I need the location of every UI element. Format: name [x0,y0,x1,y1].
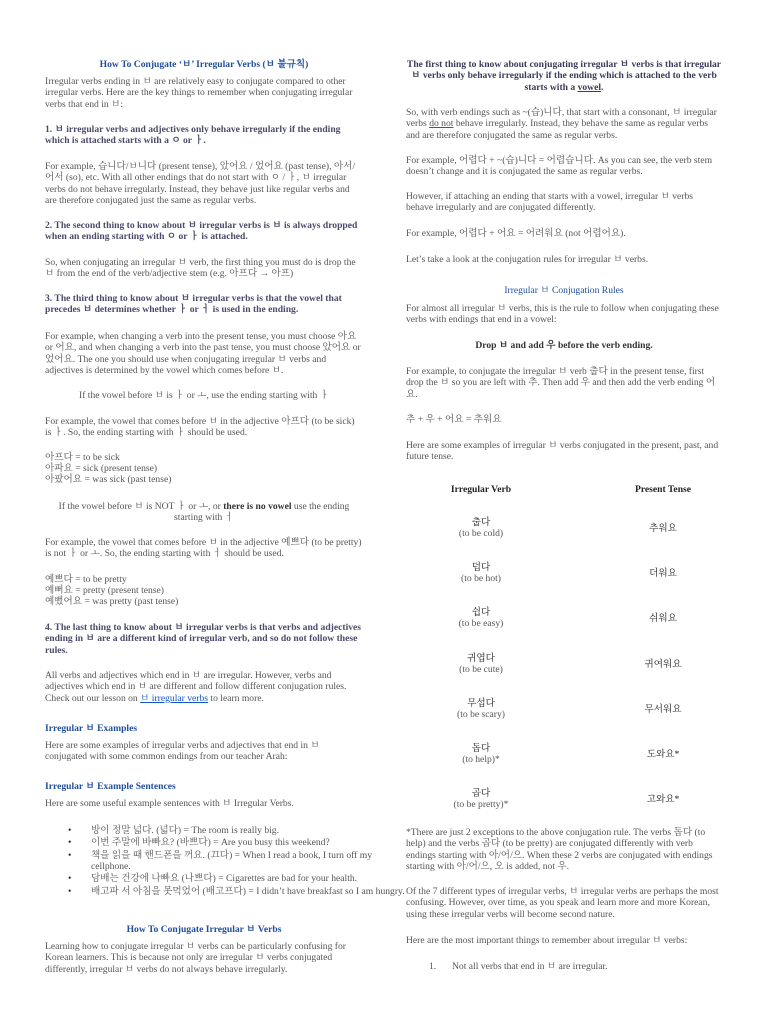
examples-heading: Irregular ㅂ Examples [45,723,138,734]
rule-b: If the vowel before ㅂ is NOT ㅏ or ㅗ, or there is no vowel use the ending starting with ㅓ [58,501,350,524]
lets-look: Let’s take a look at the conjugation rules for irregular ㅂ verbs. [406,254,649,265]
present-cell: 쉬워요 [649,613,677,624]
example-sentence-list [45,825,409,898]
list-item: • 담배는 건강에 나빠요 (나쁘다) = Cigarettes are bad for your health. [91,873,409,884]
pretty-line-1: 예쁘다 = to be pretty [45,574,127,585]
rule-example: For example, to conjugate the irregular ㅂ verb 춥다 in the present tense, first drop the ㅂ so you are left with 추. Then add 우 and then add the verb ending 어요. [406,366,716,400]
sentences-text: Here are some useful example sentences with ㅂ Irregular Verbs. [45,798,294,809]
point-4-text: All verbs and adjectives which end in ㅂ are irregular. However, verbs and adjectives which end in ㅂ are different and follow different conjugation rules. Check out our lesson on ㅂ irregular verbs to learn more. [45,670,347,704]
rule-b-example: For example, the vowel that comes before ㅂ in the adjective 예쁘다 (to be pretty) is not ㅏ or ㅗ. So, the ending starting with ㅓ should be used. [45,537,362,560]
intro-paragraph: Irregular verbs ending in ㅂ are relatively easy to conjugate compared to other irregular verbs. Here are the key things to remember when conjugating irregular verbs that end in ㅂ: [45,76,353,110]
vowel-example: For example, 어렵다 + 어요 = 어려워요 (not 어렵어요). [406,228,626,239]
list-item: • 이번 주말에 바빠요? (바쁘다) = Are you busy this weekend? [91,837,409,848]
table-row: 무섭다 (to be scary) [457,698,505,721]
sentences-heading: Irregular ㅂ Example Sentences [45,781,176,792]
point-4-heading: 4. The last thing to know about ㅂ irregular verbs is that verbs and adjectives ending in ㅂ are a different kind of irregular verb, and so do not follow these rules. [45,622,362,656]
rules-heading: Irregular ㅂ Conjugation Rules [504,285,624,296]
examples-intro: Here are some examples of irregular ㅂ verbs conjugated in the present, past, and future tense. [406,440,719,463]
most-important: Here are the most important things to remember about irregular ㅂ verbs: [406,935,688,946]
consonant-paragraph: So, with verb endings such as ~(습)니다, that start with a consonant, ㅂ irregular verbs do not behave irregularly. Instead, they behave the same as regular verbs and are therefore conjugated the same as regular verbs. [406,107,717,141]
list-item: • 방이 정말 넓다. (넓다) = The room is really big. [91,825,409,836]
pretty-line-2: 예뻐요 = pretty (present tense) [45,585,164,596]
article-title: How To Conjugate ‘ㅂ’ Irregular Verbs (ㅂ 불규칙) [99,59,309,70]
list-item: • 배고파 서 아침을 못먹었어 (배고프다) = I didn’t have breakfast so I am hungry. [91,886,409,897]
table-row: 덥다 (to be hot) [461,562,501,585]
rules-text: For almost all irregular ㅂ verbs, this is the rule to follow when conjugating these verbs with endings that end in a vowel: [406,303,719,326]
point-3-heading: 3. The third thing to know about ㅂ irregular verbs is that the vowel that precedes ㅂ determines whether ㅏ or ㅓ is used in the ending. [45,293,342,316]
table-row: 춥다 (to be cold) [458,517,504,540]
table-row: 곱다 (to be pretty)* [453,788,509,811]
rule-bold: Drop ㅂ and add 우 before the verb ending. [475,340,653,351]
point-1-heading: 1. ㅂ irregular verbs and adjectives only behave irregularly if the ending which is attached starts with a ㅇ or ㅏ. [45,124,341,147]
exceptions-note: *There are just 2 exceptions to the above conjugation rule. The verbs 돕다 (to help) and the verbs 곱다 (to be pretty) are conjugated differently with verb endings starting with 아/어/으. When these 2 verbs are conjugated with endings starting with 아/어/으, 오 is added, not 우. [406,827,713,872]
point-3-example: For example, when changing a verb into the present tense, you must choose 아요 or 어요, and when changing a verb into the past tense, you must choose 았어요 or 었어요. The one you should use when conjugating irregular ㅂ verbs and adjectives is determined by the vowel which comes before ㅂ. [45,331,361,376]
present-cell: 추워요 [649,523,677,534]
point-2-example: So, when conjugating an irregular ㅂ verb, the first thing you must do is drop the ㅂ from the end of the verb/adjective stem (e.g. 아프다 → 아프) [45,257,356,280]
table-header-verb: Irregular Verb [450,484,512,495]
formula: 추 + 우 + 어요 = 추워요 [406,414,502,425]
howto-heading: How To Conjugate Irregular ㅂ Verbs [126,924,282,935]
present-cell: 고와요* [646,794,680,805]
sick-line-3: 아팠어요 = was sick (past tense) [45,474,172,485]
vowel-attach: However, if attaching an ending that starts with a vowel, irregular ㅂ verbs behave irregularly and are conjugated differently. [406,191,694,214]
table-row: 쉽다 (to be easy) [458,607,504,630]
table-row: 귀엽다 (to be cute) [459,653,503,676]
examples-text: Here are some examples of irregular verbs and adjectives that end in ㅂ conjugated with some common endings from our teacher Arah: [45,740,320,763]
stem-example: For example, 어렵다 + ~(습)니다 = 어렵습니다. As you can see, the verb stem doesn’t change and it is conjugated the same as regular verbs. [406,155,713,178]
pretty-line-3: 예뻤어요 = was pretty (past tense) [45,596,179,607]
present-cell: 더워요 [649,568,677,579]
present-cell: 무서워요 [644,704,682,715]
list-item: • 책을 읽을 때 핸드폰을 꺼요. (끄다) = When I read a book, I turn off my cellphone. [91,850,409,873]
howto-text: Learning how to conjugate irregular ㅂ verbs can be particularly confusing for Korean learners. This is because not only are irregular ㅂ verbs conjugated differently, irregular ㅂ verbs do not always behave irregularly. [45,941,346,975]
of-seven-paragraph: Of the 7 different types of irregular verbs, ㅂ irregular verbs are perhaps the most confusing. However, over time, as you speak and learn more and more Korean, using these irregular verbs will become second nature. [406,886,719,920]
point-1-example: For example, 습니다/ㅂ니다 (present tense), 았어요 / 었어요 (past tense), 아서/어서 (so), etc. With all other endings that do not start with ㅇ / ㅏ, ㅂ irregular verbs do not behave irregularly. Instead, they behave just like regular verbs and are therefore conjugated just the same as regular verbs. [45,161,356,206]
first-thing-heading: The first thing to know about conjugating irregular ㅂ verbs is that irregular ㅂ verbs only behave irregularly if the ending which is attached to the verb starts with a vowel. [406,59,722,93]
present-cell: 도와요* [646,749,680,760]
present-cell: 귀여워요 [644,659,682,670]
point-2-heading: 2. The second thing to know about ㅂ irregular verbs is ㅂ is always dropped when an ending starting with ㅇ or ㅏ is attached. [45,220,358,243]
sick-line-1: 아프다 = to be sick [45,452,120,463]
table-row: 돕다 (to help)* [462,743,500,766]
rule-a: If the vowel before ㅂ is ㅏ or ㅗ, use the ending starting with ㅏ [79,390,329,401]
sick-line-2: 아파요 = sick (present tense) [45,463,158,474]
rule-a-example: For example, the vowel that comes before ㅂ in the adjective 아프다 (to be sick) is ㅏ. So, the ending starting with ㅏ should be used. [45,416,355,439]
table-header-present: Present Tense [634,484,692,495]
irregular-verbs-link[interactable]: ㅂ irregular verbs [140,692,209,704]
